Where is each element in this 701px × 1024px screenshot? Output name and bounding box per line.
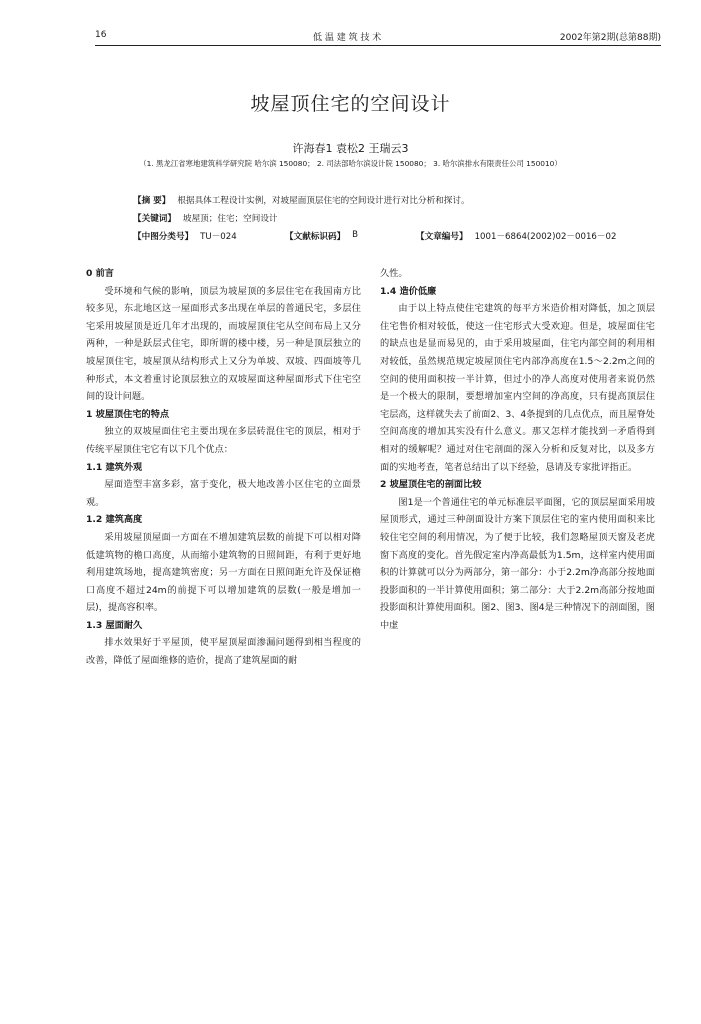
abstract-label: 【摘 要】	[133, 196, 171, 206]
left-column	[86, 265, 361, 670]
section-1-paragraph: 独立的双坡屋面住宅主要出现在多层砖混住宅的顶层，相对于传统平屋顶住宅它有以下几个优点：	[86, 426, 361, 455]
doc-code-value: B	[352, 230, 359, 240]
article-title: 坡屋顶住宅的空间设计	[250, 93, 451, 115]
section-0-paragraph: 受环境和气候的影响，顶层为坡屋顶的多层住宅在我国南方比较多见，东北地区这一屋面形式多出现在单层的普通民宅，多层住宅采用坡屋顶是近几年才出现的，而坡屋顶住宅从空间布局上又分两种，一种是跃层式住宅，即所谓的楼中楼，另一种是顶层独立的坡屋顶住宅，坡屋顶从结构形式上又分为单坡、双坡、四面坡等几种形式，本文着重讨论顶层独立的双坡屋面这种屋面形式下住宅空间的设计问题。	[86, 285, 361, 403]
article-no-label: 【文章编号】	[416, 232, 468, 242]
clc-value: TU－024	[200, 232, 237, 242]
section-1-2-paragraph: 采用坡屋顶屋面一方面在不增加建筑层数的前提下可以相对降低建筑物的檐口高度，从而缩小建筑物的日照间距，有利于更好地利用建筑场地，提高建筑密度；另一方面在日照间距允许及保证檐口高度不超过24m的前提下可以增加建筑的层数(一般是增加一层)，提高容积率。	[86, 531, 361, 614]
abstract	[133, 194, 470, 206]
issue-info: 2002年第2期(总第88期)	[559, 33, 661, 43]
running-header	[95, 30, 661, 44]
section-1-1-paragraph: 屋面造型丰富多彩，富于变化，极大地改善小区住宅的立面景观。	[86, 479, 361, 508]
section-1-3-paragraph: 排水效果好于平屋顶，使平屋顶屋面渗漏问题得到相当程度的改善，降低了屋面维修的造价，提高了建筑屋面的耐	[86, 637, 361, 667]
abstract-text: 根据具体工程设计实例，对坡屋面顶层住宅的空间设计进行对比分析和探讨。	[177, 196, 470, 206]
affiliations: （1. 黑龙江省寒地建筑科学研究院 哈尔滨 150080； 2. 司法部哈尔滨设计院 150080； 3. 哈尔滨排水有限责任公司 150010）	[139, 159, 562, 168]
authors: 许海春1 袁松2 王瑞云3	[292, 142, 409, 155]
page-number: 16	[95, 30, 107, 40]
section-1-4-paragraph: 由于以上特点使住宅建筑的每平方米造价相对降低，加之顶层住宅售价相对较低，使这一住宅形式大受欢迎。但是，坡屋面住宅的缺点也是显而易见的，由于采用坡屋面，住宅内部空间的利用相对较低，虽然规范规定坡屋顶住宅内部净高度在1.5～2.2m之间的空间的使用面积按一半计算，但过小的净人高度对使用者来说仍然是一个极大的限制，要想增加室内空间的净高度，只有提高顶层住宅层高，这样就失去了前面2、3、4条提到的几点优点，而且屋脊处空间高度的增加其实没有什么意义。那又怎样才能找到一矛盾得到相对的缓解呢？通过对住宅剖面的深入分析和反复对比，以及多方面的实地考查，笔者总结出了以下经验，恳请及专家批评指正。	[380, 303, 655, 473]
clc-label: 【中图分类号】	[133, 232, 194, 242]
keywords-label: 【关键词】	[133, 214, 176, 224]
continued-paragraph: 久性。	[380, 268, 408, 279]
section-1-2-heading: 1.2 建筑高度	[86, 514, 143, 526]
article-no-value: 1001－6864(2002)02－0016－02	[474, 232, 617, 242]
section-2-paragraph: 图1是一个普通住宅的单元标准层平面图，它的顶层屋面采用坡屋顶形式，通过三种剖面设计方案下顶层住宅的室内使用面积来比较住宅空间的利用情况，为了便于比较，我们忽略屋顶天窗及老虎窗下高度的变化。首先假定室内净高最低为1.5m，这样室内使用面积的计算就可以分为两部分，第一部分：小于2.2m净高部分按地面投影面积的一半计算使用面积；第二部分：大于2.2m高部分按地面投影面积计算使用面积。图2、图3、图4是三种情况下的剖面图，图中虚	[380, 496, 655, 631]
section-1-3-heading: 1.3 屋面耐久	[86, 619, 143, 631]
doc-code-label: 【文献标识码】	[285, 232, 346, 242]
section-0-heading: 0 前言	[86, 268, 114, 279]
section-1-1-heading: 1.1 建筑外观	[86, 461, 143, 473]
header-rule	[95, 45, 661, 46]
keywords	[133, 212, 278, 224]
section-1-4-heading: 1.4 造价低廉	[380, 285, 437, 297]
section-2-heading: 2 坡屋顶住宅的剖面比较	[380, 479, 482, 491]
section-1-heading: 1 坡屋顶住宅的特点	[86, 408, 170, 420]
journal-name: 低 温 建 筑 技 术	[313, 33, 382, 43]
right-column	[380, 265, 655, 634]
keywords-text: 坡屋顶；住宅；空间设计	[182, 214, 278, 224]
